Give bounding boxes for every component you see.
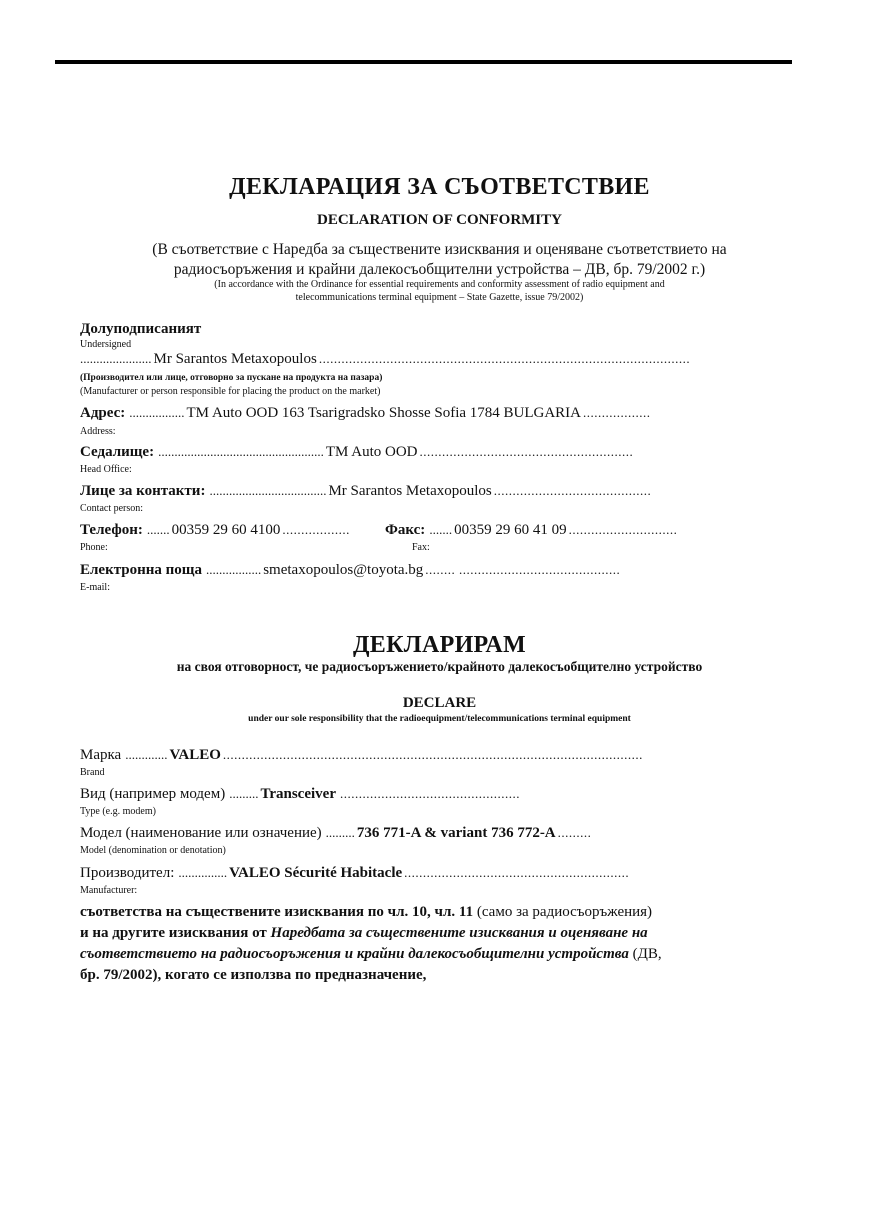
model-value: 736 771-A & variant 736 772-A — [356, 825, 556, 841]
head-office-dots-before: ................................................... — [158, 444, 324, 459]
contact-label-en: Contact person: — [80, 503, 144, 514]
conclusion-line-1-bold: съответства на съществените изисквания по чл. 10, чл. 11 — [80, 904, 474, 920]
brand-label-en: Brand — [80, 767, 105, 778]
conclusion-line-2 — [80, 925, 648, 942]
type-dots-after: ................................................ — [339, 786, 520, 801]
undersigned-field — [80, 351, 710, 368]
declare-heading-en: DECLARE — [402, 695, 477, 711]
model-field — [80, 825, 625, 842]
undersigned-label: Долуподписаният — [80, 321, 202, 337]
manufacturer-field — [80, 865, 700, 882]
phone-value: 00359 29 60 4100 — [171, 522, 281, 538]
contact-value: Mr Sarantos Metaxopoulos — [328, 483, 492, 499]
conclusion-line-1-normal: (само за радиосъоръжения) — [473, 904, 653, 920]
manufacturer-label: Производител: — [80, 865, 175, 881]
brand-dots-after: ................................................................................................................ — [222, 747, 643, 762]
email-dots-before: ................. — [205, 562, 262, 577]
fax-label: Факс: — [385, 522, 426, 538]
contact-dots-after: .......................................... — [493, 483, 652, 498]
type-dots-before: ......... — [229, 786, 259, 801]
intro-bg-line1: (В съответствие с Наредба за съществените изисквания и оценяване съответствието на — [152, 241, 727, 258]
head-office-field — [80, 444, 710, 461]
conclusion-line-2-bold: и на другите изисквания от — [80, 925, 271, 941]
phone-dots-after: .................. — [282, 522, 350, 537]
model-dots-after: ......... — [557, 825, 592, 840]
brand-label: Марка — [80, 747, 122, 763]
fax-dots-before: ....... — [429, 522, 453, 537]
head-office-label-en: Head Office: — [80, 464, 132, 475]
declare-sub-en: under our sole responsibility that the radioequipment/telecommunications terminal equipment — [248, 714, 631, 724]
fax-label-en: Fax: — [412, 542, 430, 553]
top-rule — [55, 60, 792, 64]
address-field — [80, 405, 710, 422]
undersigned-dots-before: ...................... — [80, 351, 152, 366]
phone-dots-before: ....... — [146, 522, 170, 537]
head-office-label: Седалище: — [80, 444, 155, 460]
brand-value: VALEO — [169, 747, 221, 763]
model-dots-before: ......... — [325, 825, 355, 840]
phone-field — [80, 522, 380, 539]
declare-sub-bg: на своя отговорност, че радиосъоръжението/крайното далекосъобщително устройство — [176, 659, 703, 674]
address-dots-after: .................. — [583, 405, 651, 420]
conclusion-line-3 — [80, 946, 662, 963]
type-value: Transceiver — [260, 786, 336, 802]
contact-field — [80, 483, 710, 500]
phone-label: Телефон: — [80, 522, 143, 538]
address-dots-before: ................. — [129, 405, 185, 420]
model-label-en: Model (denomination or denotation) — [80, 845, 226, 856]
email-dots-after: ........ ........................................... — [425, 562, 621, 577]
type-field — [80, 786, 612, 803]
type-label-en: Type (e.g. modem) — [80, 806, 156, 817]
fax-field — [385, 522, 703, 539]
brand-dots-before: ............. — [125, 747, 168, 762]
email-field — [80, 562, 676, 579]
brand-field — [80, 747, 706, 764]
manufacturer-label-en: Manufacturer: — [80, 885, 138, 896]
email-value: smetaxopoulos@toyota.bg — [263, 562, 424, 578]
undersigned-note-en: (Manufacturer or person responsible for placing the product on the market) — [80, 386, 381, 397]
conclusion-line-4: бр. 79/2002), когато се използва по предназначение, — [80, 967, 427, 983]
manufacturer-dots-after: ............................................................ — [404, 865, 630, 880]
head-office-value: TM Auto OOD — [325, 444, 418, 460]
conclusion-line-3-normal: (ДВ, — [628, 946, 662, 962]
intro-en-line2: telecommunications terminal equipment – State Gazette, issue 79/2002) — [295, 292, 584, 303]
type-label: Вид (например модем) — [80, 786, 226, 802]
contact-dots-before: .................................... — [209, 483, 327, 498]
intro-en-line1: (In accordance with the Ordinance for essential requirements and conformity assessment of radio equipment and — [214, 279, 665, 290]
undersigned-note-bg: (Производител или лице, отговорно за пускане на продукта на пазара) — [80, 373, 383, 383]
manufacturer-dots-before: ............... — [178, 865, 228, 880]
intro-bg-line2: радиосъоръжения и крайни далекосъобщителни устройства – ДВ, бр. 79/2002 г.) — [173, 261, 706, 278]
declare-heading-bg: ДЕКЛАРИРАМ — [352, 632, 527, 658]
model-label: Модел (наименование или означение) — [80, 825, 322, 841]
title-bg: ДЕКЛАРАЦИЯ ЗА СЪОТВЕТСТВИЕ — [229, 174, 650, 200]
conclusion-line-3-italic: съответствието на радиосъоръжения и крайни далекосъобщителни устройства — [80, 946, 629, 962]
email-label-en: E-mail: — [80, 582, 110, 593]
conclusion-line-1 — [80, 904, 652, 921]
phone-label-en: Phone: — [80, 542, 108, 553]
conclusion-line-2-italic: Наредбата за съществените изисквания и оценяване на — [270, 925, 648, 941]
fax-dots-after: ............................. — [568, 522, 678, 537]
title-en: DECLARATION OF CONFORMITY — [316, 212, 562, 228]
fax-value: 00359 29 60 41 09 — [454, 522, 567, 538]
address-label: Адрес: — [80, 405, 126, 421]
undersigned-label-en: Undersigned — [80, 339, 132, 350]
address-value: TM Auto OOD 163 Tsarigradsko Shosse Sofia 1784 BULGARIA — [186, 405, 582, 421]
manufacturer-value: VALEO Sécurité Habitacle — [229, 865, 403, 881]
address-label-en: Address: — [80, 426, 116, 437]
contact-label: Лице за контакти: — [80, 483, 206, 499]
head-office-dots-after: ......................................................... — [419, 444, 634, 459]
undersigned-value: Mr Sarantos Metaxopoulos — [153, 351, 317, 367]
undersigned-dots-after: ................................................................................................... — [318, 351, 691, 366]
email-label: Електронна поща — [80, 562, 202, 578]
